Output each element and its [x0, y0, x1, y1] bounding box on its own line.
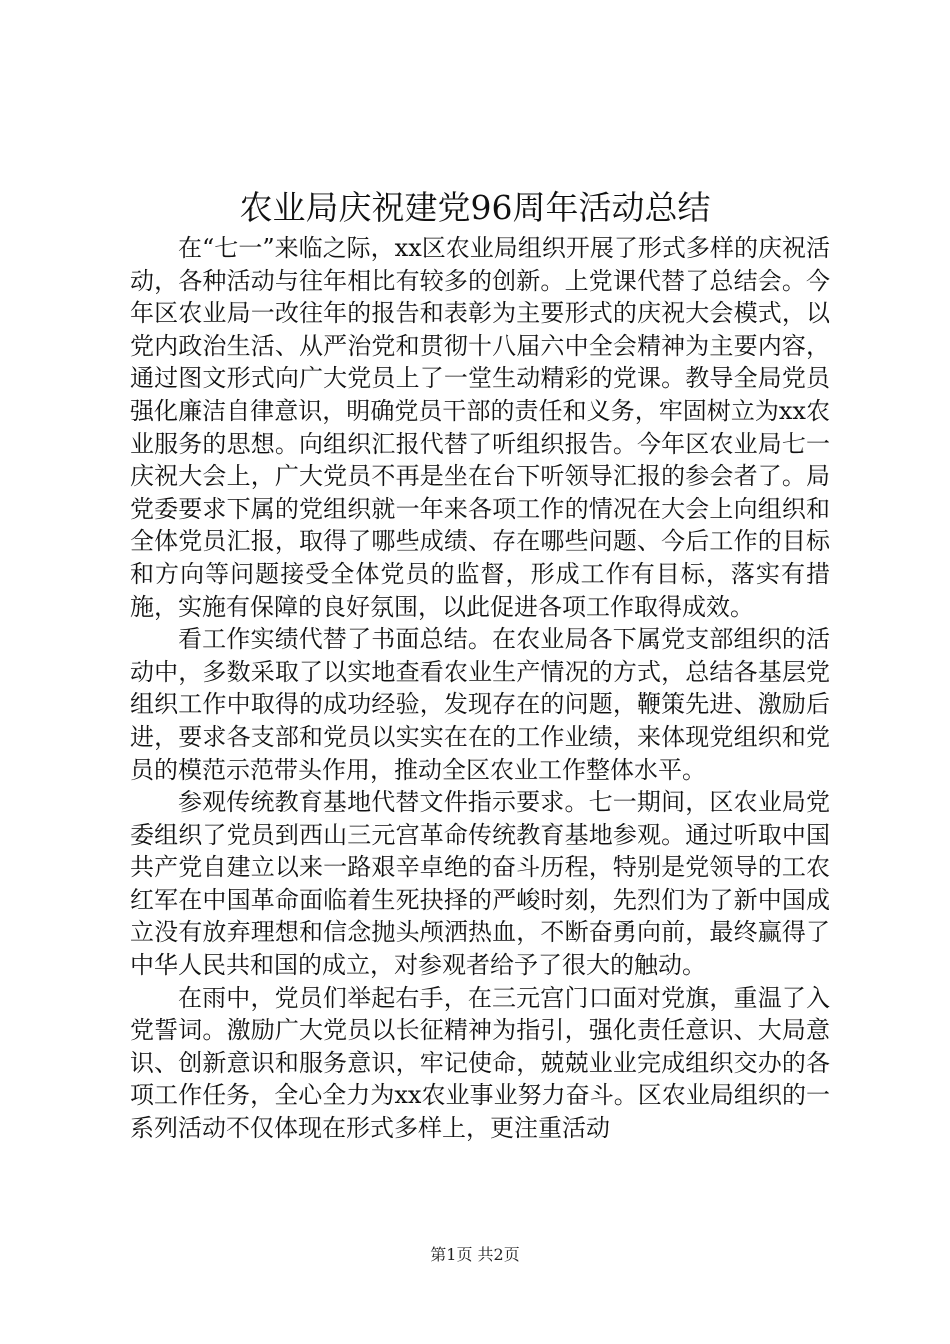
paragraph: 在“七一”来临之际，xx区农业局组织开展了形式多样的庆祝活动，各种活动与往年相比有较多的创新。上党课代替了总结会。今年区农业局一改往年的报告和表彰为主要形式的庆祝大会模式，以党内政治生活、从严治党和贯彻十八届六中全会精神为主要内容，通过图文形式向广大党员上了一堂生动精彩的党课。教导全局党员强化廉洁自律意识，明确党员干部的责任和义务，牢固树立为xx农业服务的思想。向组织汇报代替了听组织报告。今年区农业局七一庆祝大会上，广大党员不再是坐在台下听领导汇报的参会者了。局党委要求下属的党组织就一年来各项工作的情况在大会上向组织和全体党员汇报，取得了哪些成绩、存在哪些问题、今后工作的目标和方向等问题接受全体党员的监督，形成工作有目标，落实有措施，实施有保障的良好氛围，以此促进各项工作取得成效。	[130, 234, 830, 621]
document-title: 农业局庆祝建党96周年活动总结	[239, 188, 711, 227]
paragraph: 在雨中，党员们举起右手，在三元宫门口面对党旗，重温了入党誓词。激励广大党员以长征精神为指引，强化责任意识、大局意识、创新意识和服务意识，牢记使命，兢兢业业完成组织交办的各项工作任务，全心全力为xx农业事业努力奋斗。区农业局组织的一系列活动不仅体现在形式多样上，更注重活动	[130, 983, 830, 1143]
document-body	[130, 232, 830, 1145]
page-number-footer: 第1页 共2页	[430, 1245, 520, 1264]
paragraph: 看工作实绩代替了书面总结。在农业局各下属党支部组织的活动中，多数采取了以实地查看农业生产情况的方式，总结各基层党组织工作中取得的成功经验，发现存在的问题，鞭策先进、激励后进，要求各支部和党员以实实在在的工作业绩，来体现党组织和党员的模范示范带头作用，推动全区农业工作整体水平。	[130, 625, 830, 784]
paragraph: 参观传统教育基地代替文件指示要求。七一期间，区农业局党委组织了党员到西山三元宫革命传统教育基地参观。通过听取中国共产党自建立以来一路艰辛卓绝的奋斗历程，特别是党领导的工农红军在中国革命面临着生死抉择的严峻时刻，先烈们为了新中国成立没有放弃理想和信念抛头颅洒热血，不断奋勇向前，最终赢得了中华人民共和国的成立，对参观者给予了很大的触动。	[130, 788, 830, 980]
